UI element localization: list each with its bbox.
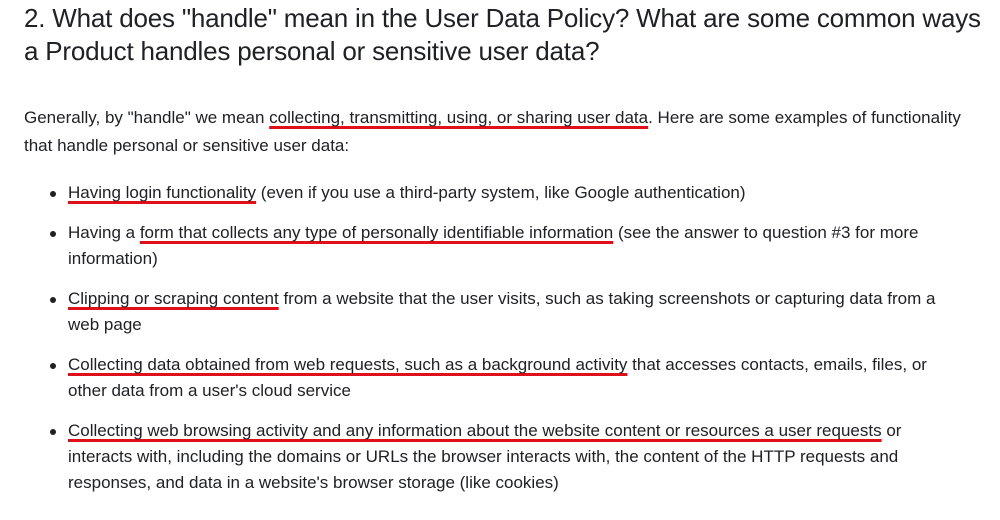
bullet-point xyxy=(50,297,56,303)
bullet-point xyxy=(50,363,56,369)
example-underlined-phrase: Having login functionality xyxy=(68,183,257,202)
example-underlined-phrase: Collecting web browsing activity and any information about the website content or resources a user requests xyxy=(68,421,882,440)
example-text-after: (even if you use a third-party system, like Google authentication) xyxy=(256,183,746,202)
example-text-after: or interacts with, including the domains or URLs the browser interacts with, the content of the HTTP requests and responses, and data in a website's browser storage (like cookies) xyxy=(68,421,902,492)
example-item-web-requests xyxy=(0,352,1000,404)
question-heading: 2. What does "handle" mean in the User Data Policy? What are some common ways a Product handles personal or sensitive user data? xyxy=(24,3,981,66)
example-item-form xyxy=(0,220,1000,272)
example-item-login xyxy=(0,180,1000,206)
bullet-point xyxy=(50,191,56,197)
bullet-point xyxy=(50,231,56,237)
example-item-clipping xyxy=(0,286,1000,338)
example-item-browsing-activity xyxy=(0,418,1000,496)
example-text-after: that accesses contacts, emails, files, or other data from a user's cloud service xyxy=(68,355,927,400)
intro-paragraph xyxy=(24,104,984,160)
bullet-point xyxy=(50,429,56,435)
example-text-before: Having a xyxy=(68,223,140,242)
example-underlined-phrase: Clipping or scraping content xyxy=(68,289,279,308)
example-text-after: from a website that the user visits, such as taking screenshots or capturing data from a web page xyxy=(68,289,936,334)
intro-text-after: . Here are some examples of functionality that handle personal or sensitive user data: xyxy=(24,108,961,155)
intro-text-before: Generally, by "handle" we mean xyxy=(24,108,270,127)
intro-underlined-phrase: collecting, transmitting, using, or sharing user data xyxy=(269,108,649,127)
example-underlined-phrase: form that collects any type of personally identifiable information xyxy=(139,223,614,242)
example-underlined-phrase: Collecting data obtained from web requests, such as a background activity xyxy=(68,355,628,374)
example-text-after: (see the answer to question #3 for more information) xyxy=(68,223,919,268)
examples-list xyxy=(0,180,1000,510)
